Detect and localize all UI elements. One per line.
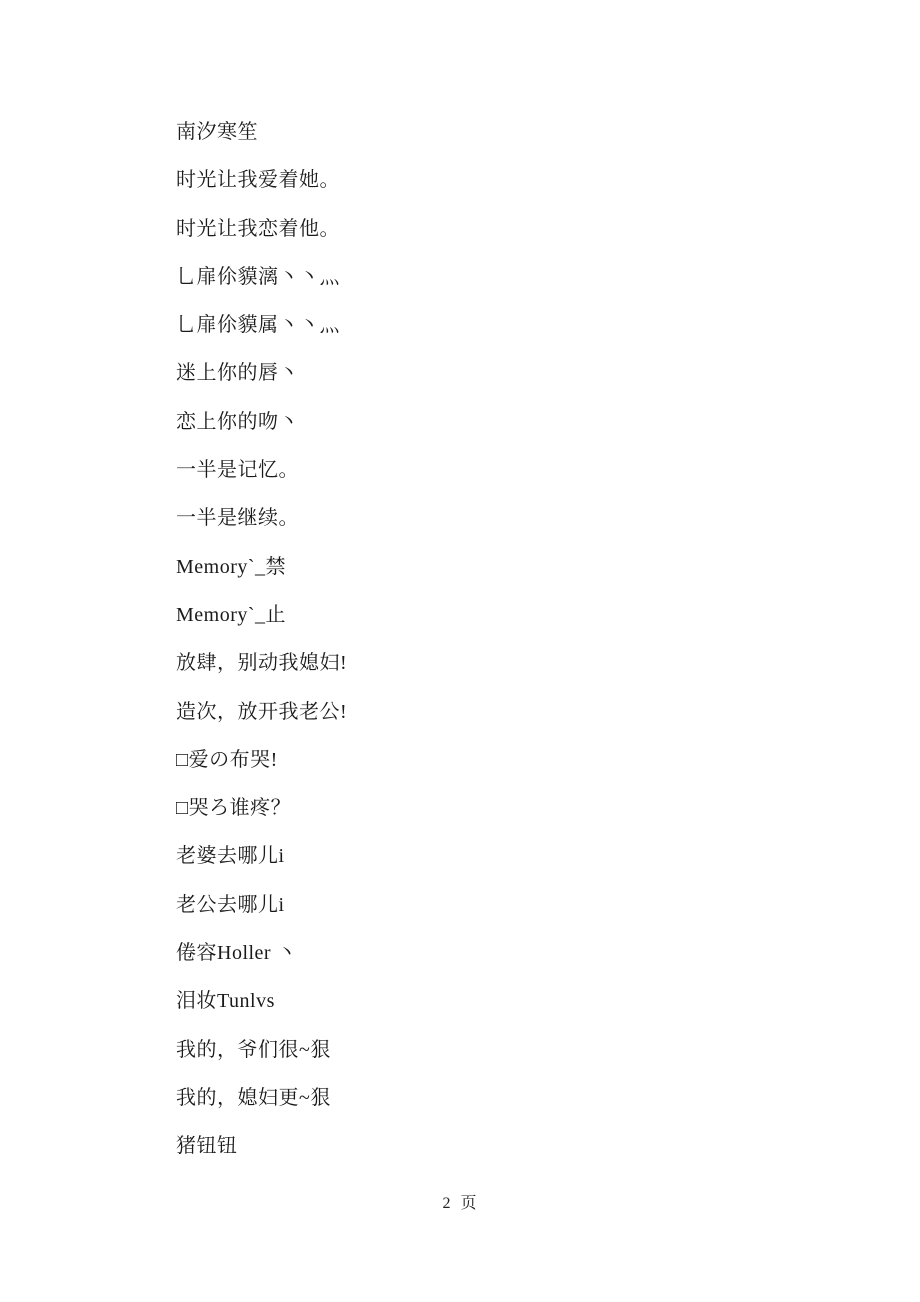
text-line: 泪妆Tunlvs — [176, 990, 275, 1013]
text-line: □爱の布哭! — [176, 748, 278, 771]
text-line: 时光让我爱着她。 — [176, 169, 340, 192]
text-line: 造次，放开我老公! — [176, 700, 348, 723]
text-line: 我的，媳妇更~狠 — [176, 1086, 331, 1109]
text-line: Memory`_止 — [176, 603, 287, 626]
text-line: 乚扉伱貘漓丶丶灬 — [176, 265, 340, 288]
text-line: 南汐寒笙 — [176, 121, 258, 143]
document-text-block — [176, 108, 796, 1171]
text-line: 一半是继续。 — [176, 507, 299, 530]
text-line: 我的，爷们很~狠 — [176, 1038, 331, 1061]
text-line: Memory`_禁 — [176, 555, 287, 578]
text-line: 老婆去哪儿i — [176, 845, 285, 868]
text-line: 放肆，别动我媳妇! — [176, 652, 348, 675]
text-line: □哭ろ谁疼？ — [176, 797, 292, 820]
page-footer — [0, 1190, 920, 1213]
text-line: 时光让我恋着他。 — [176, 217, 340, 240]
page-number: 2 — [442, 1195, 452, 1212]
text-line: 恋上你的吻丶 — [176, 410, 299, 433]
text-line: 倦容Holler 丶 — [176, 942, 298, 965]
text-line: 老公去哪儿i — [176, 893, 285, 916]
page-label: 页 — [460, 1195, 478, 1212]
text-line: 乚扉伱貘属丶丶灬 — [176, 314, 340, 337]
text-line: 猪钮钮 — [176, 1135, 238, 1158]
text-line: 迷上你的唇丶 — [176, 362, 299, 385]
text-line: 一半是记忆。 — [176, 459, 299, 482]
